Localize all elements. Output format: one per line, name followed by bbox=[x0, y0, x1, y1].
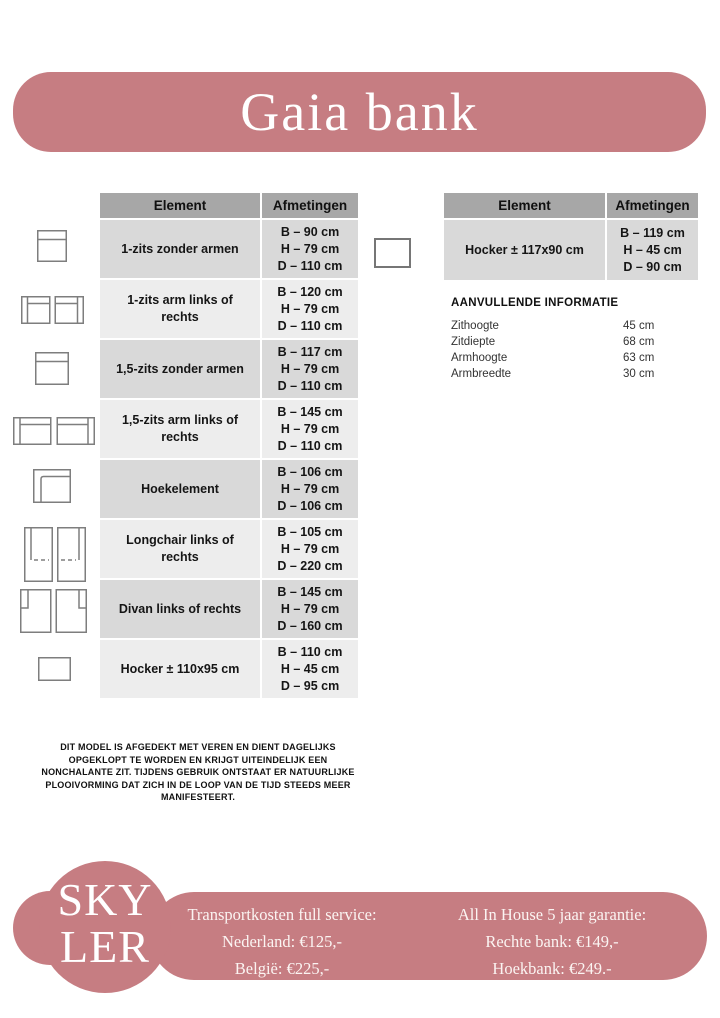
dim-depth: D – 110 cm bbox=[277, 258, 343, 273]
info-value: 63 cm bbox=[623, 352, 655, 364]
sofa-1-5seat-arm-left-right-icon bbox=[13, 417, 95, 445]
dim-height: H – 79 cm bbox=[280, 601, 340, 616]
dim-depth: D – 160 cm bbox=[277, 618, 343, 633]
info-row bbox=[451, 334, 703, 350]
dim-width: B – 145 cm bbox=[277, 584, 343, 599]
transport-heading: Transportkosten full service: bbox=[187, 905, 377, 924]
dimensions-cell bbox=[262, 340, 358, 398]
warranty-line: Rechte bank: €149,- bbox=[485, 932, 619, 951]
dim-width: B – 105 cm bbox=[277, 524, 343, 539]
info-row bbox=[451, 366, 703, 382]
info-value: 68 cm bbox=[623, 336, 655, 348]
divan-left-right-icon bbox=[20, 589, 87, 633]
logo-line-2: LER bbox=[60, 921, 150, 972]
dim-depth: D – 110 cm bbox=[277, 378, 343, 393]
element-cell: 1-zits zonder armen bbox=[100, 220, 260, 278]
transport-line: Nederland: €125,- bbox=[221, 932, 343, 951]
sofa-1-5seat-no-arms-icon bbox=[35, 352, 69, 385]
elements-table bbox=[100, 193, 358, 698]
dim-width: B – 117 cm bbox=[277, 344, 343, 359]
dimensions-cell bbox=[262, 220, 358, 278]
dim-width: B – 120 cm bbox=[277, 284, 343, 299]
element-cell: Longchair links of rechts bbox=[100, 520, 260, 578]
dim-depth: D – 95 cm bbox=[280, 678, 340, 693]
page-title: Gaia bank bbox=[240, 82, 479, 142]
dim-width: B – 145 cm bbox=[277, 404, 343, 419]
element-cell: Divan links of rechts bbox=[100, 580, 260, 638]
dim-height: H – 79 cm bbox=[280, 241, 340, 256]
additional-info-section bbox=[451, 297, 703, 382]
info-label: Armbreedte bbox=[451, 368, 512, 380]
dim-depth: D – 106 cm bbox=[277, 498, 343, 513]
care-disclaimer: DIT MODEL IS AFGEDEKT MET VEREN EN DIENT DAGELIJKS OPGEKLOPT TE WORDEN EN KRIJGT UITEINDELIJK EEN NONCHALANTE ZIT. TIJDENS GEBRUIK ONTSTAAT ER NATUURLIJKE PLOOIVORMING DAT ZICH IN DE LOOP VAN DE TIJD STEEDS MEER MANIFESTEERT. bbox=[41, 742, 355, 802]
dim-width: B – 119 cm bbox=[620, 225, 685, 240]
info-label: Zitdiepte bbox=[451, 336, 496, 348]
sofa-1seat-arm-left-right-icon bbox=[21, 296, 84, 324]
hocker-icon bbox=[38, 657, 71, 681]
info-label: Armhoogte bbox=[451, 352, 508, 364]
element-cell: Hocker ± 110x95 cm bbox=[100, 640, 260, 698]
transport-costs bbox=[157, 901, 407, 982]
column-header-element: Element bbox=[100, 193, 260, 218]
dim-width: B – 106 cm bbox=[277, 464, 343, 479]
skyler-logo bbox=[35, 876, 175, 970]
dimensions-cell bbox=[262, 280, 358, 338]
info-label: Zithoogte bbox=[451, 320, 499, 332]
dimensions-cell bbox=[262, 640, 358, 698]
element-cell: 1,5-zits arm links of rechts bbox=[100, 400, 260, 458]
column-header-afmetingen: Afmetingen bbox=[262, 193, 358, 218]
sofa-1seat-no-arms-icon bbox=[37, 230, 67, 262]
element-cell: Hocker ± 117x90 cm bbox=[444, 220, 605, 280]
element-cell: Hoekelement bbox=[100, 460, 260, 518]
dim-height: H – 79 cm bbox=[280, 481, 340, 496]
dimensions-cell bbox=[262, 400, 358, 458]
longchair-left-right-icon bbox=[24, 527, 86, 582]
transport-line: België: €225,- bbox=[234, 959, 330, 978]
dim-height: H – 79 cm bbox=[280, 541, 340, 556]
dimensions-cell bbox=[262, 520, 358, 578]
dimensions-cell bbox=[607, 220, 698, 280]
dim-depth: D – 90 cm bbox=[623, 259, 682, 274]
dim-height: H – 79 cm bbox=[280, 301, 340, 316]
dimensions-cell bbox=[262, 580, 358, 638]
logo-line-1: SKY bbox=[57, 874, 153, 925]
element-cell: 1-zits arm links of rechts bbox=[100, 280, 260, 338]
info-row bbox=[451, 318, 703, 334]
warranty-line: Hoekbank: €249.- bbox=[492, 959, 612, 978]
column-header-afmetingen: Afmetingen bbox=[607, 193, 698, 218]
warranty-heading: All In House 5 jaar garantie: bbox=[457, 905, 647, 924]
dim-width: B – 90 cm bbox=[280, 224, 340, 239]
dim-depth: D – 110 cm bbox=[277, 318, 343, 333]
footer-bar bbox=[150, 892, 707, 980]
corner-element-icon bbox=[33, 469, 71, 503]
hocker-icon bbox=[374, 238, 411, 268]
info-row bbox=[451, 350, 703, 366]
dim-height: H – 45 cm bbox=[623, 242, 682, 257]
dim-depth: D – 110 cm bbox=[277, 438, 343, 453]
warranty-info bbox=[412, 901, 692, 982]
element-cell: 1,5-zits zonder armen bbox=[100, 340, 260, 398]
title-banner bbox=[13, 72, 706, 152]
info-value: 45 cm bbox=[623, 320, 655, 332]
additional-info-heading: AANVULLENDE INFORMATIE bbox=[451, 297, 619, 309]
column-header-element: Element bbox=[444, 193, 605, 218]
dim-depth: D – 220 cm bbox=[277, 558, 343, 573]
dim-height: H – 79 cm bbox=[280, 421, 340, 436]
hocker-table bbox=[444, 193, 698, 280]
info-value: 30 cm bbox=[623, 368, 655, 380]
dim-height: H – 79 cm bbox=[280, 361, 340, 376]
dim-width: B – 110 cm bbox=[277, 644, 343, 659]
dim-height: H – 45 cm bbox=[280, 661, 340, 676]
dimensions-cell bbox=[262, 460, 358, 518]
